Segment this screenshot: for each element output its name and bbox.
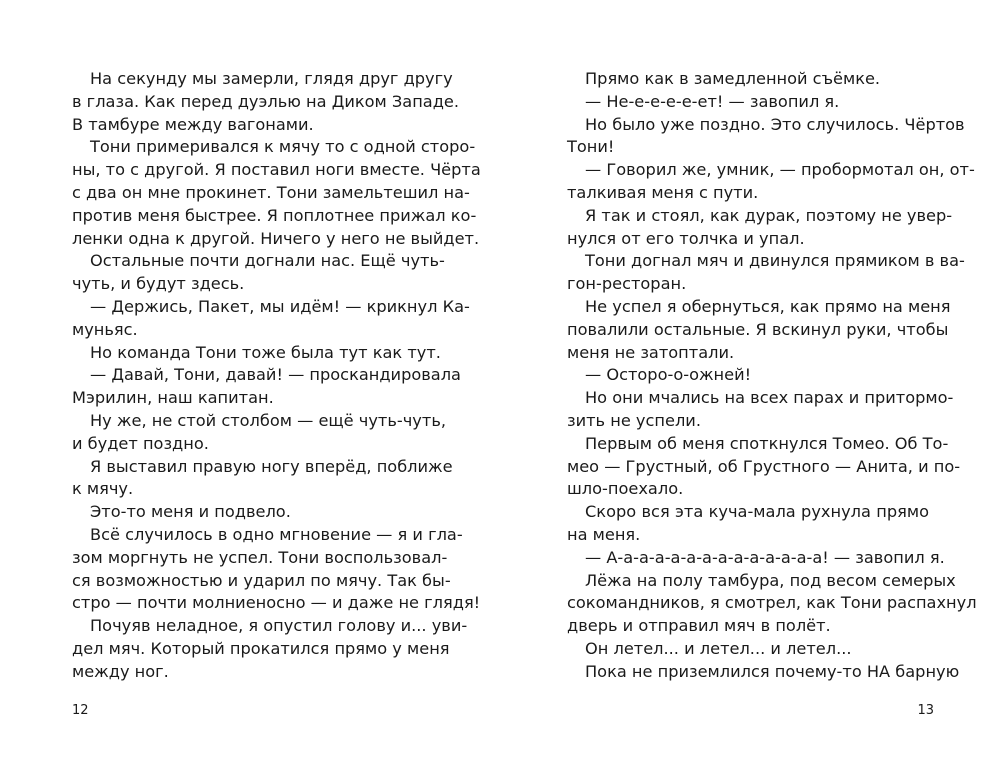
right-page-text xyxy=(567,68,977,684)
text-line: с два он мне прокинет. Тони замельтешил на- xyxy=(72,182,470,202)
text-line: Скоро вся эта куча-мала рухнула прямо xyxy=(585,502,929,522)
text-line: чуть, и будут здесь. xyxy=(72,274,245,294)
text-line: стро — почти молниеносно — и даже не глядя! xyxy=(72,593,481,613)
text-line: нулся от его толчка и упал. xyxy=(567,228,805,248)
text-line: Не успел я обернуться, как прямо на меня xyxy=(585,296,951,316)
text-line: — Не-е-е-е-е-ет! — завопил я. xyxy=(585,91,840,111)
text-line: между ног. xyxy=(72,661,169,681)
text-line: Он летел... и летел... и летел... xyxy=(585,638,852,658)
text-line: гон-ресторан. xyxy=(567,274,687,294)
text-line: — А-а-а-а-а-а-а-а-а-а-а-а-а-а! — завопил я. xyxy=(585,547,945,567)
text-line: Пока не приземлился почему-то НА барную xyxy=(585,661,960,681)
text-line: Но они мчались на всех парах и притормо- xyxy=(585,388,954,408)
text-line: Лёжа на полу тамбура, под весом семерых xyxy=(585,570,956,590)
text-line: — Осторо-о-ожней! xyxy=(585,365,752,385)
text-line: В тамбуре между вагонами. xyxy=(72,114,314,134)
text-line: ленки одна к другой. Ничего у него не выйдет. xyxy=(72,228,480,248)
text-line: — Держись, Пакет, мы идём! — крикнул Ка- xyxy=(90,296,470,316)
text-line: против меня быстрее. Я поплотнее прижал ко- xyxy=(72,205,477,225)
text-line: На секунду мы замерли, глядя друг другу xyxy=(90,69,453,88)
text-line: Ну же, не стой столбом — ещё чуть-чуть, xyxy=(90,410,446,430)
text-line: Тони догнал мяч и двинулся прямиком в ва- xyxy=(585,251,965,271)
text-line: зом моргнуть не успел. Тони воспользовал- xyxy=(72,547,448,567)
text-line: шло-поехало. xyxy=(567,479,684,499)
text-line: в глаза. Как перед дуэлью на Диком Западе. xyxy=(72,91,459,111)
text-line: Первым об меня споткнулся Томео. Об То- xyxy=(585,433,949,453)
text-line: Это-то меня и подвело. xyxy=(90,502,291,522)
text-line: Но было уже поздно. Это случилось. Чёртов xyxy=(585,114,965,134)
text-line: ны, то с другой. Я поставил ноги вместе. Чёрта xyxy=(72,160,481,180)
text-line: дел мяч. Который прокатился прямо у меня xyxy=(72,638,450,658)
text-line: Прямо как в замедленной съёмке. xyxy=(585,69,881,88)
text-line: на меня. xyxy=(567,524,641,544)
text-line: — Говорил же, умник, — пробормотал он, от- xyxy=(585,160,975,180)
text-line: Но команда Тони тоже была тут как тут. xyxy=(90,342,441,362)
text-line: зить не успели. xyxy=(567,410,701,430)
text-line: Мэрилин, наш капитан. xyxy=(72,388,274,408)
text-line: Всё случилось в одно мгновение — я и гла- xyxy=(90,524,463,544)
text-line: Остальные почти догнали нас. Ещё чуть- xyxy=(90,251,445,271)
text-line: муньяс. xyxy=(72,319,138,339)
right-page-number: 13 xyxy=(917,703,934,718)
text-line: талкивая меня с пути. xyxy=(567,182,759,202)
text-line: Тони! xyxy=(567,137,615,157)
text-line: Почуяв неладное, я опустил голову и... уви- xyxy=(90,616,468,636)
left-page-number: 12 xyxy=(72,703,89,718)
text-line: ся возможностью и ударил по мячу. Так бы- xyxy=(72,570,451,590)
text-line: сокомандников, я смотрел, как Тони распахнул xyxy=(567,593,977,613)
text-line: и будет поздно. xyxy=(72,433,209,453)
left-page-text xyxy=(72,68,481,684)
text-line: меня не затоптали. xyxy=(567,342,735,362)
text-line: дверь и отправил мяч в полёт. xyxy=(567,616,831,636)
text-line: — Давай, Тони, давай! — проскандировала xyxy=(90,365,461,385)
text-line: Я так и стоял, как дурак, поэтому не увер- xyxy=(585,205,953,225)
text-line: мео — Грустный, об Грустного — Анита, и по- xyxy=(567,456,961,476)
text-line: Тони примеривался к мячу то с одной сторо- xyxy=(90,137,476,157)
text-line: повалили остальные. Я вскинул руки, чтобы xyxy=(567,319,949,339)
text-line: Я выставил правую ногу вперёд, поближе xyxy=(90,456,453,476)
text-line: к мячу. xyxy=(72,479,134,499)
